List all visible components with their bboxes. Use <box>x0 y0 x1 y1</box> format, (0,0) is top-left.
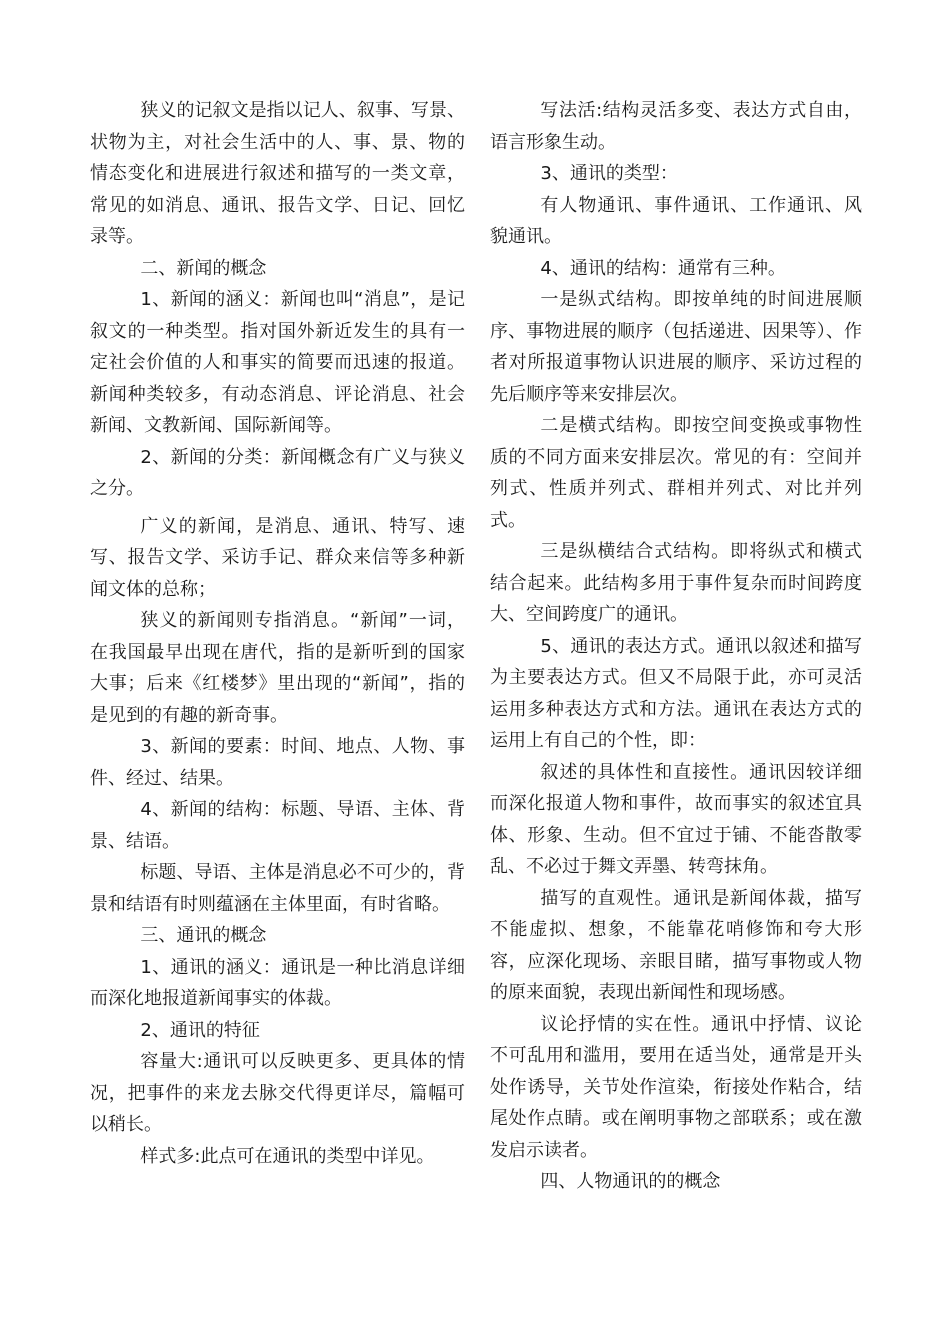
paragraph: 有人物通讯、事件通讯、工作通讯、风貌通讯。 <box>490 194 862 247</box>
paragraph: 5、通讯的表达方式。通讯以叙述和描写为主要表达方式。但又不局限于此，亦可灵活运用多种表达方式和方法。通讯在表达方式的运用上有自己的个性，即： <box>490 635 862 751</box>
paragraph: 描写的直观性。通讯是新闻体裁，描写不能虚拟、想象，不能靠花哨修饰和夸大形容，应深化现场、亲眼目睹，描写事物或人物的原来面貌，表现出新闻性和现场感。 <box>490 887 862 1003</box>
paragraph: 叙述的具体性和直接性。通讯因较详细而深化报道人物和事件，故而事实的叙述宜具体、形象、生动。但不宜过于铺、不能沓散零乱、不必过于舞文弄墨、转弯抹角。 <box>490 761 862 877</box>
section-heading: 三、通讯的概念 <box>140 925 267 946</box>
paragraph: 标题、导语、主体是消息必不可少的，背景和结语有时则蕴涵在主体里面，有时省略。 <box>90 862 465 915</box>
paragraph: 狭义的新闻则专指消息。“新闻”一词，在我国最早出现在唐代，指的是新听到的国家大事；后来《红楼梦》里出现的“新闻”，指的是见到的有趣的新奇事。 <box>90 610 465 726</box>
paragraph: 一是纵式结构。即按单纯的时间进展顺序、事物进展的顺序（包括递进、因果等）、作者对所报道事物认识进展的顺序、采访过程的先后顺序等来安排层次。 <box>490 289 862 405</box>
paragraph: 3、新闻的要素：时间、地点、人物、事件、经过、结果。 <box>90 736 465 789</box>
section-heading: 四、人物通讯的的概念 <box>540 1171 721 1192</box>
paragraph: 4、通讯的结构：通常有三种。 <box>540 257 786 279</box>
paragraph: 写法活:结构灵活多变、表达方式自由，语言形象生动。 <box>490 100 862 153</box>
paragraph: 狭义的记叙文是指以记人、叙事、写景、状物为主，对社会生活中的人、事、景、物的情态变化和进展进行叙述和描写的一类文章，常见的如消息、通讯、报告文学、日记、回忆录等。 <box>90 100 465 247</box>
paragraph: 4、新闻的结构：标题、导语、主体、背景、结语。 <box>90 799 465 852</box>
paragraph: 广义的新闻，是消息、通讯、特写、速写、报告文学、采访手记、群众来信等多种新闻文体的总称； <box>90 515 465 600</box>
paragraph: 2、通讯的特征 <box>140 1019 260 1041</box>
paragraph: 二是横式结构。即按空间变换或事物性质的不同方面来安排层次。常见的有：空间并列式、性质并列式、群相并列式、对比并列式。 <box>490 415 862 531</box>
paragraph: 1、新闻的涵义：新闻也叫“消息”，是记叙文的一种类型。指对国外新近发生的具有一定社会价值的人和事实的简要而迅速的报道。新闻种类较多，有动态消息、评论消息、社会新闻、文教新闻、国际新闻等。 <box>90 289 465 436</box>
paragraph: 2、新闻的分类：新闻概念有广义与狭义之分。 <box>90 446 465 499</box>
section-heading: 二、新闻的概念 <box>140 257 267 279</box>
paragraph: 容量大:通讯可以反映更多、更具体的情况，把事件的来龙去脉交代得更详尽，篇幅可以稍长。 <box>90 1051 465 1135</box>
paragraph: 样式多:此点可在通讯的类型中详见。 <box>140 1145 435 1167</box>
paragraph: 1、通讯的涵义：通讯是一种比消息详细而深化地报道新闻事实的体裁。 <box>90 956 465 1009</box>
paragraph: 三是纵横结合式结构。即将纵式和横式结合起来。此结构多用于事件复杂而时间跨度大、空间跨度广的通讯。 <box>490 541 862 625</box>
paragraph: 议论抒情的实在性。通讯中抒情、议论不可乱用和滥用，要用在适当处，通常是开头处作诱导，关节处作渲染，衔接处作粘合，结尾处作点睛。或在阐明事物之部联系；或在激发启示读者。 <box>490 1013 862 1161</box>
right-column <box>490 95 862 1198</box>
left-column <box>90 95 465 1172</box>
paragraph: 3、通讯的类型： <box>540 163 678 184</box>
